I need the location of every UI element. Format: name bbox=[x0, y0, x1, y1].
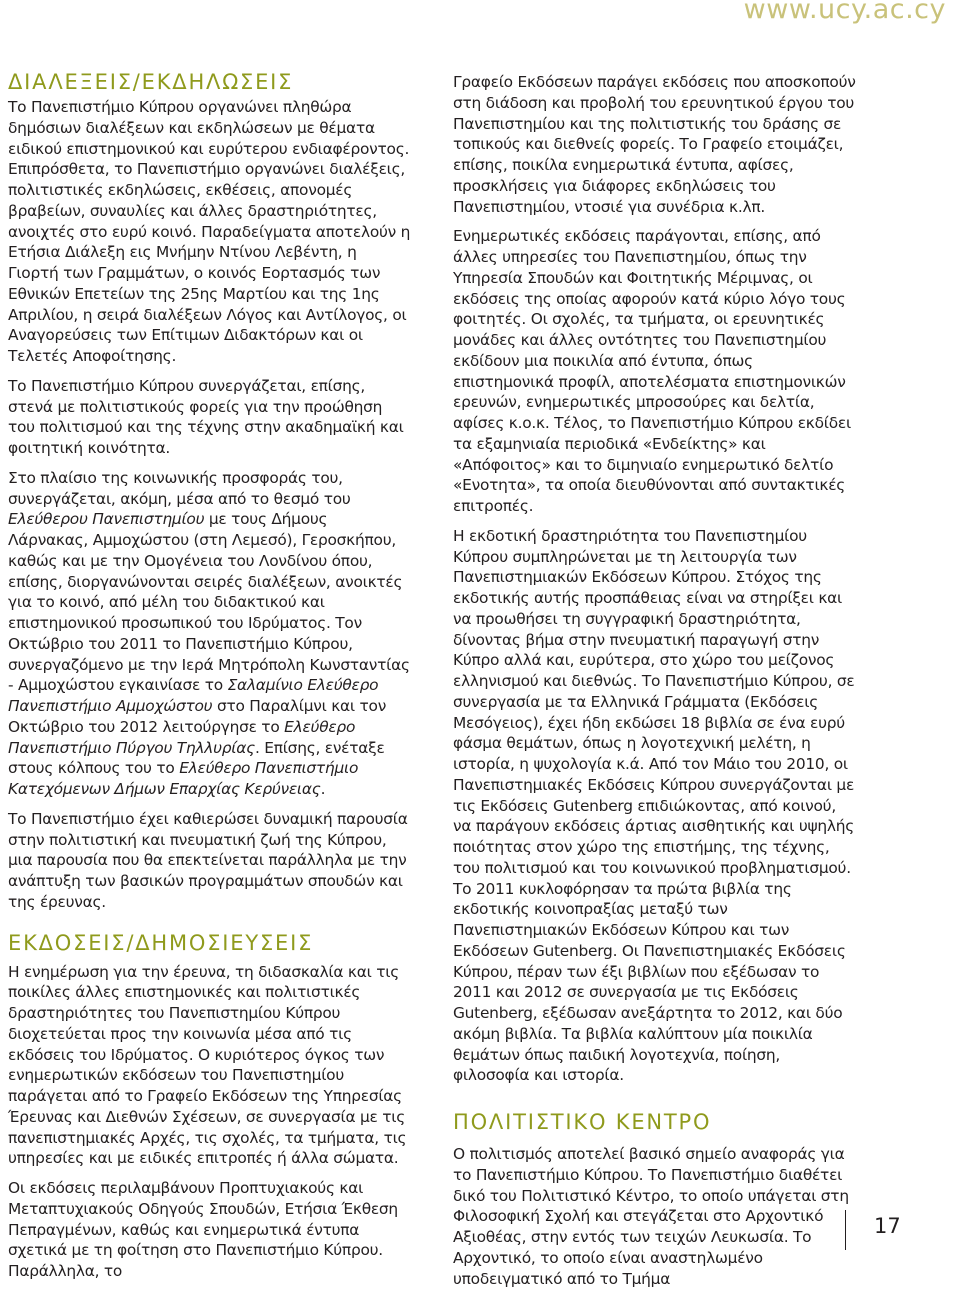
heading-lectures-events: ΔΙΑΛΕΞΕΙΣ/ΕΚΔΗΛΩΣΕΙΣ bbox=[8, 70, 294, 94]
left-column bbox=[8, 70, 411, 1282]
page-number: 17 bbox=[874, 1214, 901, 1238]
paragraph-cultural-centre: Ο πολιτισμός αποτελεί βασικό σημείο αναφοράς για το Πανεπιστήμιο Κύπρου. Το Πανεπιστήμιο διαθέτει δικό του Πολιτιστικό Κέντρο, το οποίο υπάγεται στη Φιλοσοφική Σχολή και στεγάζεται στο Αρχοντικό Αξιοθέας, στην εντός των τειχών Λευκωσία. Το Αρχοντικό, το οποίο είναι αναστηλωμένο υποδειγματικό από το Τμήμα bbox=[453, 1145, 849, 1288]
paragraph-other-publications: Ενημερωτικές εκδόσεις παράγονται, επίσης, από άλλες υπηρεσίες του Πανεπιστημίου, όπως την Υπηρεσία Σπουδών και Φοιτητικής Μέριμνας, οι εκδόσεις της οποίας αφορούν κατά κύριο λόγο τους φοιτητές. Οι σχολές, τα τμήματα, οι ερευνητικές μονάδες και άλλες οντότητες του Πανεπιστημίου εκδίδουν μια ποικιλία από έντυπα, όπως επιστημονικά προφίλ, αποτελέσματα επιστημονικών ερευνών, ενημερωτικές μπροσούρες και δελτία, αφίσες κ.ο.κ. Τέλος, το Πανεπιστήμιο Κύπρου εκδίδει τα εξαμηνιαία περιοδικά «Ενδείκτης» και «Απόφοιτος» και το διμηνιαίο ενημερωτικό δελτίο «Ενοτητα», τα οποία διευθύνονται από συντακτικές επιτροπές. bbox=[453, 227, 851, 515]
paragraph-publications-office-continued: Γραφείο Εκδόσεων παράγει εκδόσεις που αποσκοπούν στη διάδοση και προβολή του ερευνητικού έργου του Πανεπιστημίου και της πολιτιστικής του δράσης σε τοπικούς και διεθνείς φορείς. Το Γραφείο ετοιμάζει, επίσης, ποικίλα ενημερωτικά έντυπα, αφίσες, προσκλήσεις για διάφορες εκδηλώσεις του Πανεπιστημίου, ντοσιέ για συνέδρια κ.λπ. bbox=[453, 73, 856, 216]
paragraph-cultural-cooperation: Το Πανεπιστήμιο Κύπρου συνεργάζεται, επίσης, στενά με πολιτιστικούς φορείς για την προώθηση του πολιτισμού και της τέχνης στην ακαδημαϊκή και φοιτητική κοινότητα. bbox=[8, 376, 404, 457]
italic-kyrenia-municipalities: Ελεύθερο Πανεπιστήμιο Κατεχόμενων Δήμων Επαρχίας Κερύνειας bbox=[8, 759, 359, 798]
paragraph-university-press: Η εκδοτική δραστηριότητα του Πανεπιστημίου Κύπρου συμπληρώνεται με τη λειτουργία των Πανεπιστημιακών Εκδόσεων Κύπρου. Στόχος της εκδοτικής αυτής προσπάθειας είναι να στηρίξει και να προωθήσει τη συγγραφική δραστηριότητα, δίνοντας βήμα στην πνευματική παραγωγή στην Κύπρο αλλά και, ευρύτερα, στο χώρο του μείζονος ελληνισμού και διεθνώς. Το Πανεπιστήμιο Κύπρου, σε συνεργασία με τα Ελληνικά Γράμματα (Εκδόσεις Μεσόγειος), έχει ήδη εκδώσει 18 βιβλία σε ένα ευρύ φάσμα θεμάτων, όπως η λογοτεχνική μελέτη, η ιστορία, η ψυχολογία κ.ά. Από τον Μάιο του 2010, οι Πανεπιστημιακές Εκδόσεις Κύπρου συνεργάζονται με τις Εκδόσεις Gutenberg επιδιώκοντας, από κοινού, να παράγουν εκδόσεις άρτιας αισθητικής και υψηλής ποιότητας στον χώρο της επιστήμης, της τέχνης, του πολιτισμού και του κοινωνικού προβληματισμού. Το 2011 κυκλοφόρησαν τα πρώτα βιβλία της εκδοτικής κοινοπραξίας μεταξύ των Πανεπιστημιακών Εκδόσεων Κύπρου και των Εκδόσεων Gutenberg. Οι Πανεπιστημιακές Εκδόσεις Κύπρου, πέραν των έξι βιβλίων που εξέδωσαν το 2011 και 2012 σε συνεργασία με τις Εκδόσεις Gutenberg, εξέδωσαν ανεξάρτητα το 2012, και δύο ακόμη βιβλία. Τα βιβλία καλύπτουν μία ποικιλία θεμάτων όπως παιδική λογοτεχνία, ποίηση, φιλοσοφία και ιστορία. bbox=[453, 526, 855, 1085]
text-span: στο Παραλίμνι και τον Οκτώβριο του 2012 λειτούργησε το bbox=[8, 697, 387, 736]
website-url: www.ucy.ac.cy bbox=[743, 0, 946, 25]
text-span: . bbox=[320, 780, 326, 798]
page-number-divider bbox=[845, 1210, 846, 1250]
paragraph-publications-list: Οι εκδόσεις περιλαμβάνουν Προπτυχιακούς και Μεταπτυχιακούς Οδηγούς Σπουδών, Ετήσια Έκθεση Πεπραγμένων, καθώς και ενημερωτικά έντυπα σχετικά με τη φοίτηση στο Πανεπιστήμιο Κύπρου. Παράλληλα, το bbox=[8, 1179, 398, 1280]
paragraph-lectures-intro: Το Πανεπιστήμιο Κύπρου οργανώνει πληθώρα δημόσιων διαλέξεων και εκδηλώσεων με θέματα ειδικού επιστημονικού και ευρύτερου ενδιαφέροντος. Επιπρόσθετα, το Πανεπιστήμιο οργανώνει διαλέξεις, πολιτιστικές εκδηλώσεις, εκθέσεις, απονομές βραβείων, συναυλίες και άλλες δραστηριότητες, ανοιχτές στο ευρύ κοινό. Παραδείγματα αποτελούν η Ετήσια Διάλεξη εις Μνήμην Ντίνου Λεβέντη, η Γιορτή των Γραμμάτων, ο κοινός Εορτασμός των Εθνικών Επετείων της 25ης Μαρτίου και της 1ης Απριλίου, η σειρά διαλέξεων Λόγος και Αντίλογος, οι Αναγορεύσεις των Επίτιμων Διδακτόρων και οι Τελετές Αποφοίτησης. bbox=[8, 98, 411, 365]
italic-free-university: Ελεύθερου Πανεπιστημίου bbox=[8, 510, 205, 529]
text-span: . Επίσης, ενέταξε στους κόλπους του το bbox=[8, 738, 385, 778]
italic-salaminio: Σαλαμίνιο Ελεύθερο Πανεπιστήμιο Αμμοχώστου bbox=[8, 676, 379, 715]
paragraph-free-university bbox=[8, 468, 411, 800]
right-column bbox=[453, 72, 856, 1289]
paragraph-publications-office: Η ενημέρωση για την έρευνα, τη διδασκαλία και τις ποικίλες άλλες επιστημονικές και πολιτιστικές δραστηριότητες του Πανεπιστημίου Κύπρου διοχετεύεται προς την κοινωνία μέσα από τις εκδόσεις του Ιδρύματος. Ο κυριότερος όγκος των ενημερωτικών εκδόσεων του Πανεπιστημίου παράγεται από το Γραφείο Εκδόσεων της Υπηρεσίας Έρευνας και Διεθνών Σχέσεων, σε συνεργασία με τις πανεπιστημιακές Αρχές, τις σχολές, τα τμήματα, τις υπηρεσίες και με ειδικές επιτροπές ή άλλα σώματα. bbox=[8, 962, 407, 1168]
heading-publications: ΕΚΔΟΣΕΙΣ/ΔΗΜΟΣΙΕΥΣΕΙΣ bbox=[8, 930, 314, 955]
heading-cultural-centre: ΠΟΛΙΤΙΣΤΙΚΟ ΚΕΝΤΡΟ bbox=[453, 1110, 712, 1134]
text-span: Στο πλαίσιο της κοινωνικής προσφοράς του, συνεργάζεται, ακόμη, μέσα από το θεσμό του bbox=[8, 468, 351, 508]
text-span: με τους Δήμους Λάρνακας, Αμμοχώστου (στη Λεμεσό), Γεροσκήπου, καθώς και με την Ομογένεια του Λονδίνου όπου, επίσης, διοργανώνονται σειρές διαλέξεων, ανοικτές για το κοινό, από μέλη του διδακτικού και επιστημονικού προσωπικού του Ιδρύματος. Τον Οκτώβριο του 2011 το Πανεπιστήμιο Κύπρου, συνεργαζόμενο με την Ιερά Μητρόπολη Κωνσταντίας - Αμμοχώστου εγκαινίασε το bbox=[8, 510, 410, 695]
italic-pyrgos-tillirias: Ελεύθερο Πανεπιστήμιο Πύργου Τηλλυρίας bbox=[8, 717, 356, 757]
paragraph-dynamic-presence: Το Πανεπιστήμιο έχει καθιερώσει δυναμική παρουσία στην πολιτιστική και πνευματική ζωή της Κύπρου, μια παρουσία που θα επεκτείνεται παράλληλα με την ανάπτυξη των βασικών προγραμμάτων σπουδών και της έρευνας. bbox=[8, 809, 408, 911]
